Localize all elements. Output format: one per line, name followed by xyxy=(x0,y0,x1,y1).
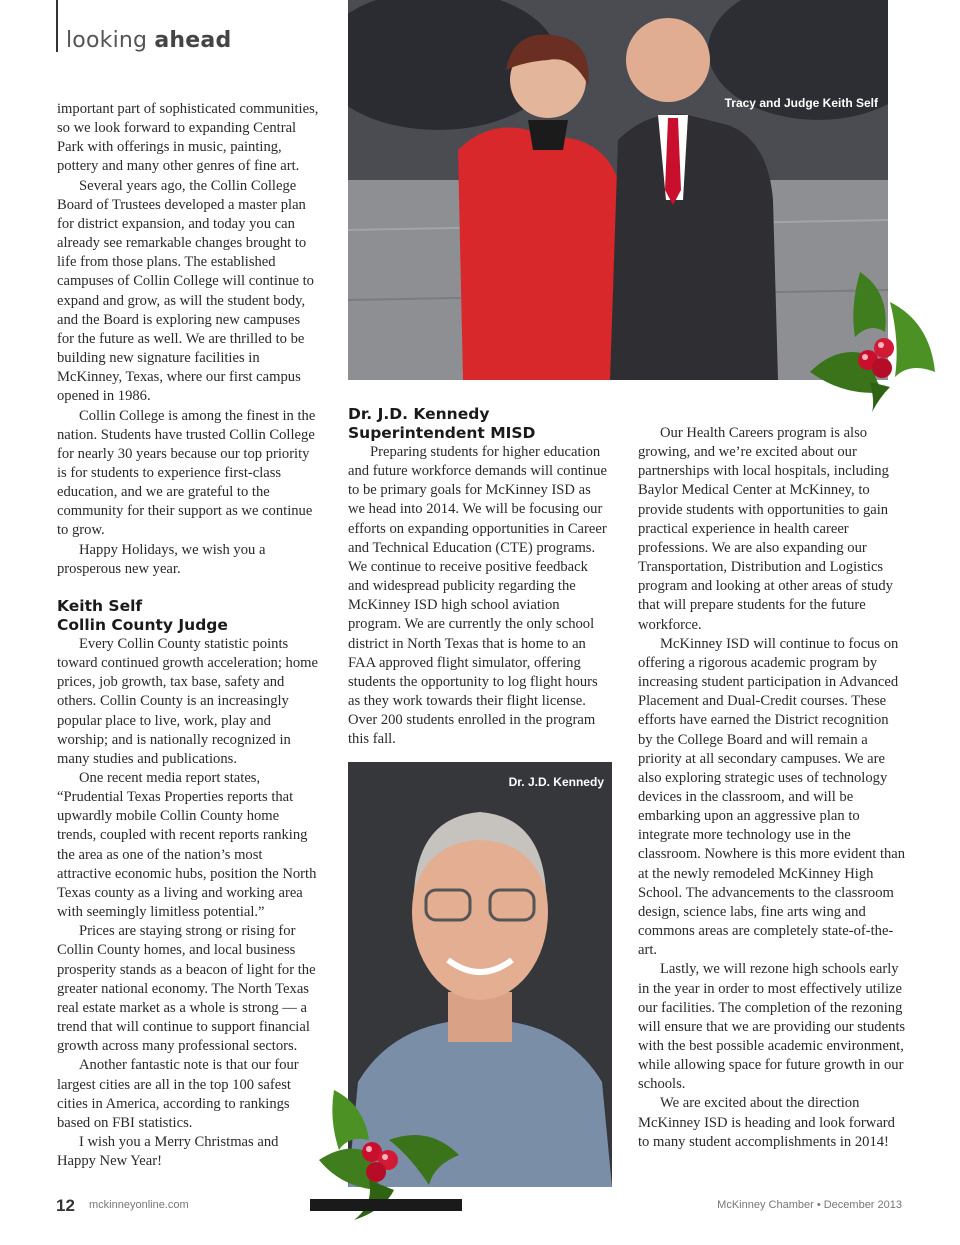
footer-site: mckinneyonline.com xyxy=(89,1199,189,1211)
holly-decoration-icon xyxy=(800,262,940,414)
paragraph: Collin College is among the finest in the nation. Students have trusted Collin College for nearly 30 years because our top priority is for students to experience first-class education, and we are grateful to the community for their support as we continue to grow. xyxy=(57,407,316,539)
paragraph: Our Health Careers program is also growing, and we’re excited about our partnerships with local hospitals, including Baylor Medical Center at McKinney, to provide students with opportunities to gain practical experience in health career professions. We are also expanding our Transportation, Distribution and Logistics program and looking at other areas of study that will prepare students for the future workforce. xyxy=(638,425,893,633)
section-title-light: looking xyxy=(66,28,155,53)
paragraph: Every Collin County statistic points toward continued growth acceleration; home prices, job growth, tax base, safety and others. Collin County is an increasingly popular place to live, work, play and worship; and is nationally recognized in many studies and publications. xyxy=(57,635,318,767)
column-right xyxy=(638,424,906,1152)
heading-keith-self-name: Keith Self xyxy=(57,596,143,615)
paragraph: important part of sophisticated communities, so we look forward to expanding Central Park with offerings in music, painting, pottery and many other genres of fine art. xyxy=(57,101,319,175)
paragraph: We are excited about the direction McKinney ISD is heading and look forward to many student accomplishments in 2014! xyxy=(638,1095,895,1150)
section-tag xyxy=(56,0,232,53)
paragraph: I wish you a Merry Christmas and Happy New Year! xyxy=(57,1133,279,1170)
footer-issue: McKinney Chamber • December 2013 xyxy=(717,1199,902,1211)
heading-keith-self-title: Collin County Judge xyxy=(57,615,228,634)
section-title-bold: ahead xyxy=(154,28,232,53)
paragraph: Lastly, we will rezone high schools early in the year in order to most effectively utilize our facilities. The completion of the rezoning will ensure that we are providing our students with the best possible academic environment, while allowing space for future growth in our schools. xyxy=(638,961,906,1093)
heading-kennedy-name: Dr. J.D. Kennedy xyxy=(348,405,490,423)
paragraph: Several years ago, the Collin College Board of Trustees developed a master plan for district expansion, and today you can already see remarkable changes brought to life from those plans. The established campuses of Collin College will continue to expand and grow, as will the student body, and the Board is exploring new campuses for the future as well. We are thrilled to be building new signature facilities in McKinney, Texas, where our first campus opened in 1986. xyxy=(57,177,314,405)
column-left xyxy=(57,100,319,1171)
paragraph: Preparing students for higher education and future workforce demands will continue to be primary goals for McKinney ISD as we head into 2014. We will be focusing our efforts on expanding opportunities in Career and Technical Education (CTE) programs. We continue to receive positive feedback and widespread publicity regarding the McKinney ISD high school aviation program. We are currently the only school district in North Texas that is home to an FAA approved flight simulator, offering students the opportunity to log flight hours as they work towards their flight license. Over 200 students enrolled in the program this fall. xyxy=(348,444,607,748)
heading-kennedy-title: Superintendent MISD xyxy=(348,424,536,442)
section-title xyxy=(66,28,231,53)
footer-bar xyxy=(310,1199,462,1211)
paragraph: McKinney ISD will continue to focus on offering a rigorous academic program by increasing student participation in Advanced Placement and Dual-Credit courses. These efforts have earned the District recognition by the College Board and will remain a priority at all secondary campuses. We are also exploring strategic uses of technology devices in the classroom, and will be embarking upon an aggressive plan to integrate more technology use in the classroom. Nowhere is this more evident than at the newly remodeled McKinney High School. The advancements to the classroom design, science labs, fine arts wing and commons areas are completely state-of-the-art. xyxy=(638,635,906,959)
column-middle xyxy=(348,405,610,750)
paragraph: Prices are staying strong or rising for Collin County homes, and local business prosperity stands as a beacon of light for the greater national economy. The North Texas real estate market as a whole is strong — a trend that will continue to support financial growth across many professional sectors. xyxy=(57,923,316,1055)
caption-bottom-photo: Dr. J.D. Kennedy xyxy=(508,775,604,789)
paragraph: One recent media report states, “Prudential Texas Properties reports that upwardly mobile Collin County home trends, coupled with recent reports ranking the area as one of the nation’s most attractive economic hubs, position the North Texas county as a living and working area with seemingly limitless potential.” xyxy=(57,770,317,921)
paragraph: Happy Holidays, we wish you a prosperous new year. xyxy=(57,541,266,577)
caption-top-photo: Tracy and Judge Keith Self xyxy=(724,96,878,110)
paragraph: Another fantastic note is that our four largest cities are all in the top 100 safest cities in America, according to rankings based on FBI statistics. xyxy=(57,1057,299,1131)
page-number: 12 xyxy=(56,1196,75,1215)
